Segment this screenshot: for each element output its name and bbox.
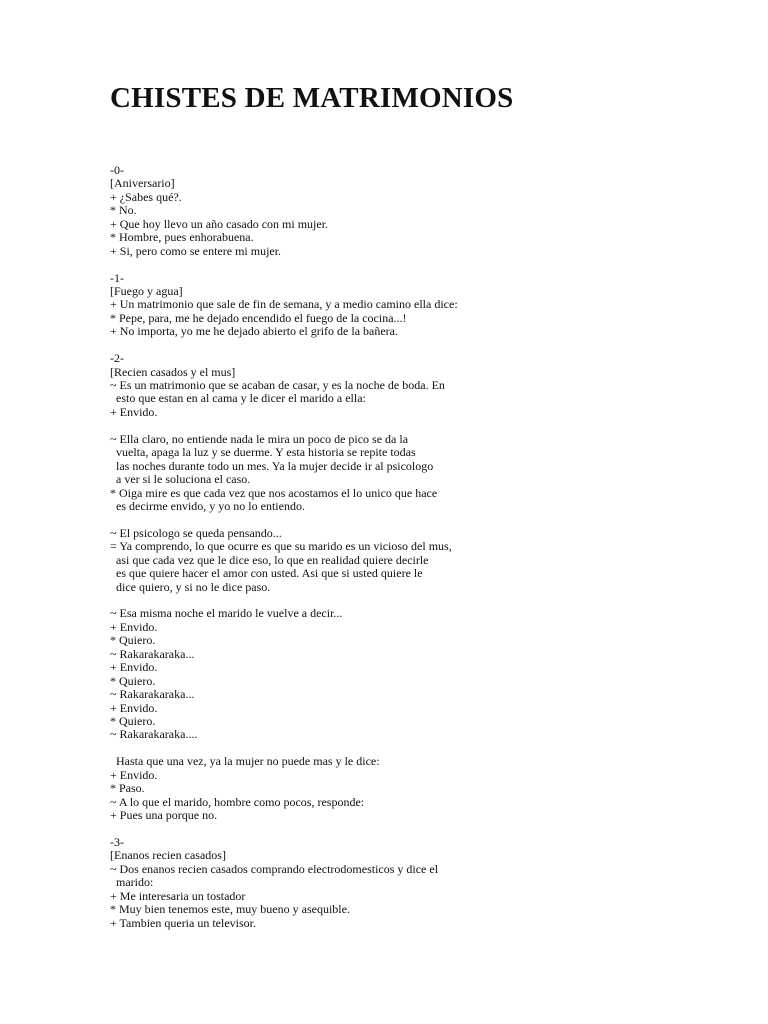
text-line: ~ Dos enanos recien casados comprando electrodomesticos y dice el [110,861,439,876]
document-title: CHISTES DE MATRIMONIOS [110,82,514,114]
text-line: + Me interesaria un tostador [110,888,246,903]
text-line: ~ Ella claro, no entiende nada le mira un poco de pico se da la [110,431,409,446]
text-line [110,258,458,271]
text-line: * Pepe, para, me he dejado encendido el fuego de la cocina...! [110,310,407,325]
text-line: [Enanos recien casados] [110,848,226,863]
text-line: [Aniversario] [110,176,175,191]
text-line: + Que hoy llevo un año casado con mi mujer. [110,216,329,231]
text-line: marido: [110,875,154,890]
text-line: + Envido. [110,660,158,675]
text-line: ~ Esa misma noche el marido le vuelve a decir... [110,606,343,621]
text-line: ~ El psicologo se queda pensando... [110,525,282,540]
text-line [110,594,458,607]
text-line: * No. [110,203,137,218]
text-line: * Muy bien tenemos este, muy bueno y asequible. [110,902,350,917]
text-line: ~ A lo que el marido, hombre como pocos, responde: [110,794,365,809]
text-line: -0- [110,163,124,177]
text-line: * Paso. [110,781,145,796]
text-line: * Oiga mire es que cada vez que nos acostamos el lo unico que hace [110,485,438,500]
text-line: a ver si le soluciona el caso. [110,472,251,487]
text-line [110,339,458,352]
text-line: ~ Es un matrimonio que se acaban de casar, y es la noche de boda. En [110,378,445,392]
text-line: es que quiere hacer el amor con usted. Asi que si usted quiere le [110,566,423,581]
text-line: + Tambien queria un televisor. [110,915,257,930]
text-line: es decirme envido, y yo no lo entiendo. [110,498,305,513]
text-line: dice quiero, y si no le dice paso. [110,579,271,594]
text-line: + Pues una porque no. [110,808,218,822]
text-line: = Ya comprendo, lo que ocurre es que su marido es un vicioso del mus, [110,539,452,554]
text-line [110,419,458,432]
text-line: + Envido. [110,767,158,782]
text-line: * Quiero. [110,713,156,728]
text-line: + Envido. [110,619,158,634]
text-line: las noches durante todo un mes. Ya la mujer decide ir al psicologo [110,458,434,473]
text-line: * Hombre, pues enhorabuena. [110,230,254,245]
text-line [110,742,458,755]
text-line: * Quiero. [110,633,156,648]
text-line: Hasta que una vez, ya la mujer no puede mas y le dice: [110,754,380,769]
text-line: asi que cada vez que le dice eso, lo que en realidad quiere decirle [110,552,429,567]
text-line: + Envido. [110,700,158,715]
text-line: + Un matrimonio que sale de fin de semana, y a medio camino ella dice: [110,297,458,312]
text-line: ~ Rakarakaraka.... [110,727,198,742]
text-line: -1- [110,270,124,285]
text-line: [Recien casados y el mus] [110,364,236,379]
text-line [110,822,458,835]
document-body [110,164,458,930]
text-line: vuelta, apaga la luz y se duerme. Y esta historia se repite todas [110,445,416,460]
text-line: * Quiero. [110,673,156,688]
text-line: [Fuego y agua] [110,283,183,298]
text-line: -2- [110,351,124,366]
text-line: esto que estan en al cama y le dicer el marido a ella: [110,391,366,406]
text-line [110,513,458,526]
text-line: + Envido. [110,404,158,419]
text-line: + ¿Sabes qué?. [110,189,182,204]
text-line: -3- [110,834,124,849]
text-line: + No importa, yo me he dejado abierto el grifo de la bañera. [110,324,398,339]
text-line: + Si, pero como se entere mi mujer. [110,243,282,258]
text-line: ~ Rakarakaraka... [110,687,195,702]
text-line: ~ Rakarakaraka... [110,646,195,661]
